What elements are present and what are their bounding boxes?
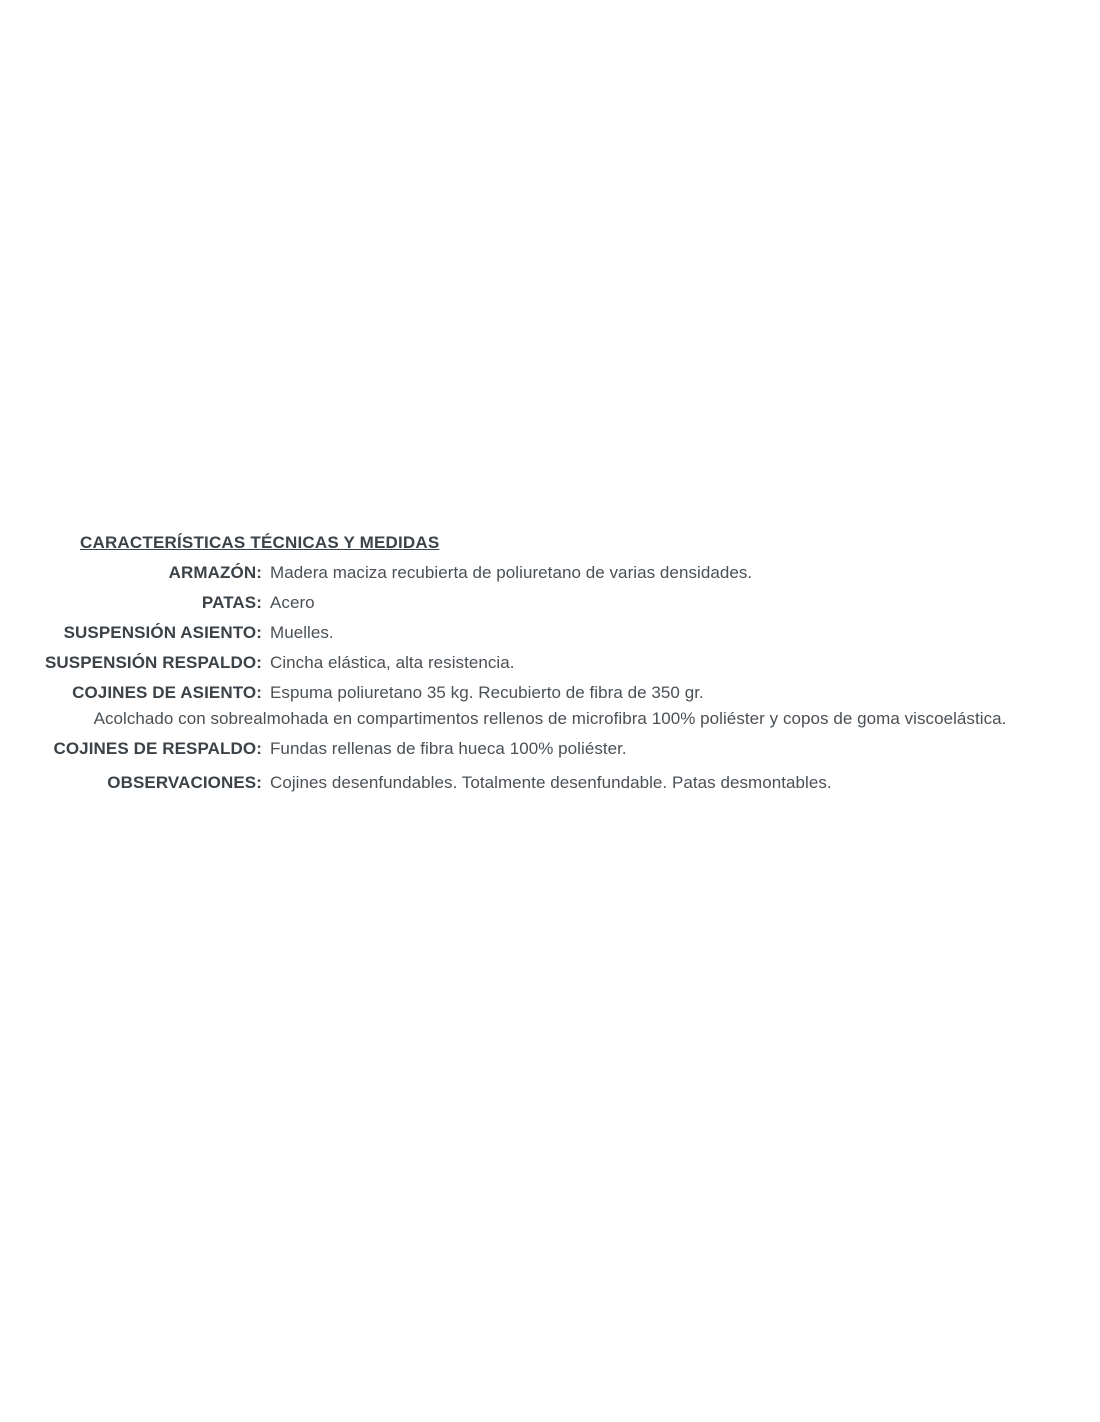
spec-value-armazon: Madera maciza recubierta de poliuretano de varias densidades. <box>270 563 753 582</box>
spec-value-cojines-respaldo: Fundas rellenas de fibra hueca 100% poliéster. <box>270 739 627 758</box>
spec-row-cojines-respaldo <box>0 739 1100 759</box>
spec-value-patas: Acero <box>270 593 315 612</box>
spec-row-armazon <box>0 563 1100 583</box>
spec-row-cojines-asiento <box>0 683 1100 703</box>
technical-specifications-block <box>0 533 1100 803</box>
spec-value-suspension-respaldo: Cincha elástica, alta resistencia. <box>270 653 515 672</box>
section-title: CARACTERÍSTICAS TÉCNICAS Y MEDIDAS <box>80 533 440 552</box>
spec-label-cojines-asiento: COJINES DE ASIENTO: <box>72 683 262 702</box>
spec-label-observaciones: OBSERVACIONES: <box>107 773 262 792</box>
spec-label-armazon: ARMAZÓN: <box>168 563 262 582</box>
spec-value-observaciones: Cojines desenfundables. Totalmente desenfundable. Patas desmontables. <box>270 773 832 792</box>
spec-value-cojines-asiento: Espuma poliuretano 35 kg. Recubierto de fibra de 350 gr. <box>270 683 704 702</box>
spec-label-suspension-asiento: SUSPENSIÓN ASIENTO: <box>63 623 262 642</box>
spec-row-suspension-respaldo <box>0 653 1100 673</box>
spec-label-patas: PATAS: <box>201 593 262 612</box>
spec-value-suspension-asiento: Muelles. <box>270 623 334 642</box>
spec-row-suspension-asiento <box>0 623 1100 643</box>
spec-row-observaciones <box>0 773 1100 793</box>
spec-row-patas <box>0 593 1100 613</box>
spec-label-suspension-respaldo: SUSPENSIÓN RESPALDO: <box>44 653 262 672</box>
spec-note-acolchado: Acolchado con sobrealmohada en compartimentos rellenos de microfibra 100% poliéster y copos de goma viscoelástica. <box>93 709 1007 728</box>
spec-label-cojines-respaldo: COJINES DE RESPALDO: <box>53 739 262 758</box>
